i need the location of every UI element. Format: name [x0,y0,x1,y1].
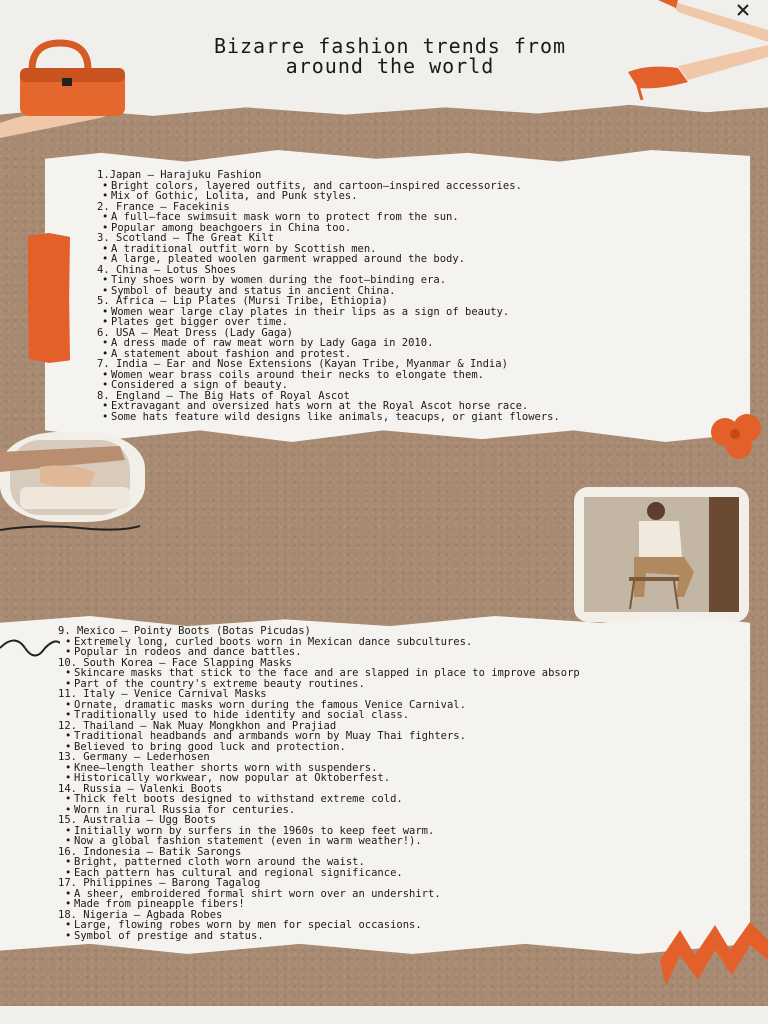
trend-heading: 4. China – Lotus Shoes [97,263,237,276]
trend-item [58,784,768,816]
trend-bullets [97,370,737,391]
trend-bullet: • A dress made of raw meat worn by Lady Gaga in 2010. [111,338,737,349]
scribble-line [0,520,140,540]
orange-paint-strip [28,233,70,363]
trend-bullet: • Large, flowing robes worn by men for special occasions. [74,920,768,931]
trend-bullet: • Women wear brass coils around their necks to elongate them. [111,370,737,381]
trend-bullet: • Believed to bring good luck and protection. [74,742,768,753]
trend-heading: 8. England – The Big Hats of Royal Ascot [97,389,350,402]
trend-heading: 14. Russia – Valenki Boots [58,782,223,795]
trend-bullet: • Extremely long, curled boots worn in Mexican dance subcultures. [74,637,768,648]
orange-zigzag-icon [660,920,768,990]
trend-item [58,658,768,690]
trend-item [97,265,737,297]
trend-heading: 5. Africa – Lip Plates (Mursi Tribe, Ethiopia) [97,295,388,307]
trend-bullets [97,307,737,328]
trend-bullet: • Skincare masks that stick to the face and are slapped in place to improve absorp [74,668,768,679]
trend-bullets [58,668,768,689]
trend-bullet: • Thick felt boots designed to withstand extreme cold. [74,794,768,805]
trend-item [58,689,768,721]
page-title [95,36,685,76]
trend-bullets [58,857,768,878]
title-line-1: Bizarre fashion trends from [213,34,567,58]
trend-item [97,359,737,391]
trend-bullet: • Some hats feature wild designs like animals, teacups, or giant flowers. [111,412,737,423]
trend-heading: 10. South Korea – Face Slapping Masks [58,656,292,669]
trend-bullet: • Women wear large clay plates in their lips as a sign of beauty. [111,307,737,318]
trend-bullets [97,212,737,233]
trend-item [97,233,737,265]
orange-flower-icon [705,410,768,460]
trend-heading: 16. Indonesia – Batik Sarongs [58,845,242,858]
trend-bullet: • Made from pineapple fibers! [74,899,768,910]
trend-heading: 15. Australia – Ugg Boots [58,814,217,826]
trend-item [58,626,768,658]
trend-bullet: • Plates get bigger over time. [111,317,737,328]
squiggle-icon [0,628,60,668]
trend-bullets [58,794,768,815]
trend-bullet: • Knee–length leather shorts worn with suspenders. [74,763,768,774]
trend-bullet: • Historically workwear, now popular at Oktoberfest. [74,773,768,784]
trend-item [58,815,768,847]
trend-bullet: • Extravagant and oversized hats worn at the Royal Ascot horse race. [111,401,737,412]
trend-bullet: • Now a global fashion statement (even in warm weather!). [74,836,768,847]
trend-item [58,752,768,784]
trend-bullet: • A sheer, embroidered formal shirt worn over an undershirt. [74,889,768,900]
trend-bullet: • A traditional outfit worn by Scottish men. [111,244,737,255]
trend-bullet: • Symbol of beauty and status in ancient China. [111,286,737,297]
trend-bullet: • Traditional headbands and armbands worn by Muay Thai fighters. [74,731,768,742]
trend-item [97,391,737,423]
trend-bullet: • Worn in rural Russia for centuries. [74,805,768,816]
trend-bullets [58,731,768,752]
trend-bullet: • A statement about fashion and protest. [111,349,737,360]
handbag-icon [0,38,135,138]
trend-heading: 3. Scotland – The Great Kilt [97,232,275,244]
trend-list-part-2 [58,626,768,941]
trend-item [97,296,737,328]
trend-item [58,847,768,879]
trend-list-part-1 [97,170,737,422]
trend-item [97,170,737,202]
trend-item [58,878,768,910]
trend-bullet: • Each pattern has cultural and regional significance. [74,868,768,879]
trend-heading: 13. Germany – Lederhosen [58,751,210,763]
seated-man-photo [574,487,749,622]
trend-heading: 2. France – Facekinis [97,200,230,213]
trend-heading: 12. Thailand – Nak Muay Mongkhon and Prajiad [58,719,337,732]
trend-bullets [58,637,768,658]
trend-heading: 7. India – Ear and Nose Extensions (Kayan Tribe, Myanmar & India) [97,358,508,370]
title-line-2: around the world [285,54,495,78]
trend-bullets [58,763,768,784]
trend-heading: 18. Nigeria – Agbada Robes [58,908,223,921]
trend-item [58,721,768,753]
trend-bullet: • Considered a sign of beauty. [111,380,737,391]
trend-heading: 9. Mexico – Pointy Boots (Botas Picudas) [58,625,311,637]
trend-bullet: • Symbol of prestige and status. [74,931,768,942]
trend-bullets [58,889,768,910]
trend-bullet: • Popular among beachgoers in China too. [111,223,737,234]
trend-item [97,328,737,360]
trend-heading: 11. Italy – Venice Carnival Masks [58,688,267,700]
trend-bullet: • A full–face swimsuit mask worn to protect from the sun. [111,212,737,223]
trend-bullet: • Popular in rodeos and dance battles. [74,647,768,658]
trend-bullets [58,700,768,721]
trend-item [97,202,737,234]
trend-bullets [97,401,737,422]
trend-bullet: • Bright colors, layered outfits, and cartoon–inspired accessories. [111,181,737,192]
trend-bullet: • Initially worn by surfers in the 1960s to keep feet warm. [74,826,768,837]
trend-heading: 1.Japan – Harajuku Fashion [97,169,262,181]
trend-bullet: • A large, pleated woolen garment wrapped around the body. [111,254,737,265]
bottom-paper-strip [0,1006,768,1024]
trend-bullet: • Part of the country's extreme beauty routines. [74,679,768,690]
trend-heading: 6. USA – Meat Dress (Lady Gaga) [97,326,293,339]
trend-bullets [97,244,737,265]
trend-bullet: • Tiny shoes worn by women during the foot–binding era. [111,275,737,286]
trend-bullet: • Traditionally used to hide identity and social class. [74,710,768,721]
trend-bullets [97,338,737,359]
trend-bullets [58,826,768,847]
trend-bullet: • Mix of Gothic, Lolita, and Punk styles. [111,191,737,202]
trend-bullets [97,181,737,202]
trend-bullets [97,275,737,296]
hands-photo [0,432,145,522]
trend-bullet: • Bright, patterned cloth worn around the waist. [74,857,768,868]
trend-heading: 17. Philippines – Barong Tagalog [58,877,261,889]
trend-bullet: • Ornate, dramatic masks worn during the famous Venice Carnival. [74,700,768,711]
